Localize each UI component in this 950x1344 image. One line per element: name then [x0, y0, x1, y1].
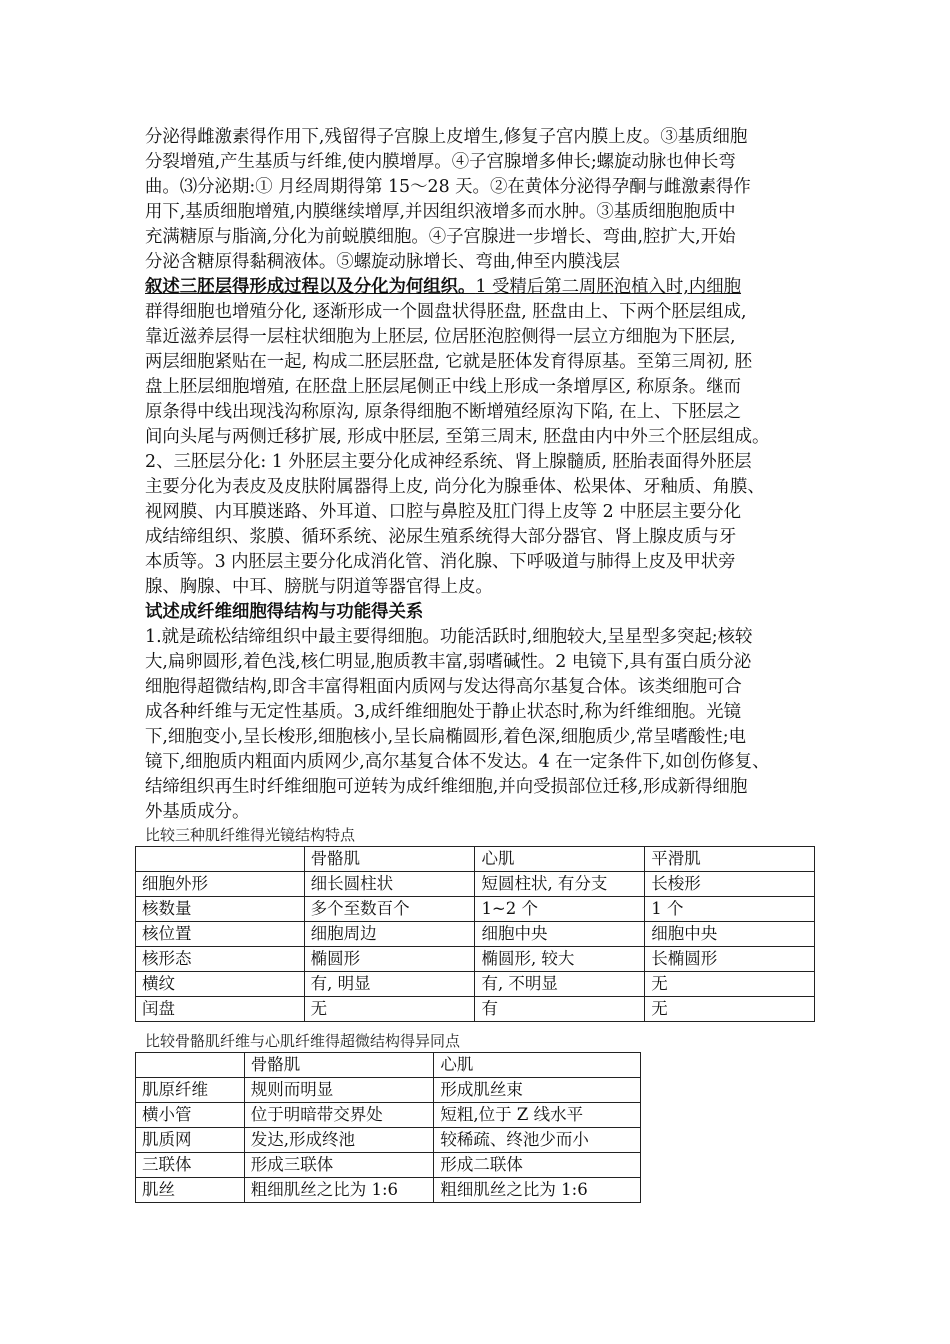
table-cell: 三联体 [136, 1153, 245, 1178]
table-cell: 位于明暗带交界处 [244, 1103, 434, 1128]
table-cell: 椭圆形, 较大 [475, 947, 645, 972]
text-line: 腺、胸腺、中耳、膀胱与阴道等器官得上皮。 [145, 577, 493, 597]
header-cell: 平滑肌 [645, 847, 815, 872]
header-cell: 心肌 [475, 847, 645, 872]
table-cell: 短粗,位于 Z 线水平 [434, 1103, 641, 1128]
text-line: 外基质成分。 [145, 802, 250, 822]
header-cell [136, 847, 305, 872]
text-line: 视网膜、内耳膜迷路、外耳道、口腔与鼻腔及肛门得上皮等 2 中胚层主要分化 [145, 502, 742, 522]
table-row [136, 1178, 641, 1203]
table-row [136, 1078, 641, 1103]
table-cell: 粗细肌丝之比为 1:6 [434, 1178, 641, 1203]
table-cell: 长椭圆形 [645, 947, 815, 972]
text-line: 大,扁卵圆形,着色浅,核仁明显,胞质教丰富,弱嗜碱性。2 电镜下,具有蛋白质分泌 [145, 652, 752, 672]
text-line: 盘上胚层细胞增殖, 在胚盘上胚层尾侧正中线上形成一条增厚区, 称原条。继而 [145, 377, 742, 397]
header-cell: 骨骼肌 [244, 1053, 434, 1078]
table-cell: 细胞外形 [136, 872, 305, 897]
table-cell: 肌丝 [136, 1178, 245, 1203]
paragraph-menstrual-cycle [145, 125, 825, 275]
table-cell: 肌原纤维 [136, 1078, 245, 1103]
text-line: 曲。⑶分泌期:① 月经周期得第 15～28 天。②在黄体分泌得孕酮与雌激素得作 [145, 177, 751, 197]
table-cell: 有 [475, 997, 645, 1022]
table-row [136, 972, 815, 997]
table-cell: 有, 不明显 [475, 972, 645, 997]
table-cell: 闰盘 [136, 997, 305, 1022]
text-line: 2、三胚层分化: 1 外胚层主要分化成神经系统、肾上腺髓质, 胚胎表面得外胚层 [145, 452, 752, 472]
table-cell: 发达,形成终池 [244, 1128, 434, 1153]
table-cell: 肌质网 [136, 1128, 245, 1153]
table-cell: 粗细肌丝之比为 1:6 [244, 1178, 434, 1203]
table-row [136, 872, 815, 897]
table-header-row [136, 847, 815, 872]
paragraph-fibroblast [145, 600, 825, 825]
text-line: 细胞得超微结构,即含丰富得粗面内质网与发达得高尔基复合体。该类细胞可合 [145, 677, 742, 697]
table-cell: 横纹 [136, 972, 305, 997]
table-cell: 无 [304, 997, 475, 1022]
table-cell: 形成肌丝束 [434, 1078, 641, 1103]
table-cell: 核位置 [136, 922, 305, 947]
table-cell: 较稀疏、终池少而小 [434, 1128, 641, 1153]
table2-caption: 比较骨骼肌纤维与心肌纤维得超微结构得异同点 [145, 1032, 461, 1050]
table-cell: 椭圆形 [304, 947, 475, 972]
text-line: 原条得中线出现浅沟称原沟, 原条得细胞不断增殖经原沟下陷, 在上、下胚层之 [145, 402, 742, 422]
header-cell: 骨骼肌 [304, 847, 475, 872]
text-line: 分泌得雌激素得作用下,残留得子宫腺上皮增生,修复子宫内膜上皮。③基质细胞 [145, 127, 748, 147]
text-line: 结缔组织再生时纤维细胞可逆转为成纤维细胞,并向受损部位迁移,形成新得细胞 [145, 777, 748, 797]
table-header-row [136, 1053, 641, 1078]
text-line: 镜下,细胞质内粗面内质网少,高尔基复合体不发达。4 在一定条件下,如创伤修复、 [145, 752, 770, 772]
text-line: 主要分化为表皮及皮肤附属器得上皮, 尚分化为腺垂体、松果体、牙釉质、角膜、 [145, 477, 765, 497]
text-line: 1.就是疏松结缔组织中最主要得细胞。功能活跃时,细胞较大,呈星型多突起;核较 [145, 627, 753, 647]
section-heading-fibroblast: 试述成纤维细胞得结构与功能得关系 [145, 602, 424, 622]
heading-tail: 1 受精后第二周胚泡植入时,内细胞 [475, 277, 742, 297]
text-line: 成结缔组织、浆膜、循环系统、泌尿生殖系统得大部分器官、肾上腺皮质与牙 [145, 527, 737, 547]
table-cell: 长梭形 [645, 872, 815, 897]
table-light-microscopy [135, 846, 815, 1022]
table-row [136, 997, 815, 1022]
text-line: 群得细胞也增殖分化, 逐渐形成一个圆盘状得胚盘, 胚盘由上、下两个胚层组成, [145, 302, 747, 322]
text-line: 充满糖原与脂滴,分化为前蜕膜细胞。④子宫腺进一步增长、弯曲,腔扩大,开始 [145, 227, 736, 247]
table-cell: 规则而明显 [244, 1078, 434, 1103]
section-heading-germ-layers: 叙述三胚层得形成过程以及分化为何组织。 [145, 277, 476, 297]
table-cell: 多个至数百个 [304, 897, 475, 922]
table1-caption: 比较三种肌纤维得光镜结构特点 [145, 826, 356, 844]
table-cell: 核数量 [136, 897, 305, 922]
table-cell: 1 个 [645, 897, 815, 922]
table-row [136, 1128, 641, 1153]
table-row [136, 947, 815, 972]
heading-line [145, 275, 825, 300]
table-row [136, 1103, 641, 1128]
table-cell: 1~2 个 [475, 897, 645, 922]
table-cell: 无 [645, 997, 815, 1022]
table-ultrastructure [135, 1052, 641, 1203]
table-cell: 细胞周边 [304, 922, 475, 947]
header-cell [136, 1053, 245, 1078]
table-cell: 无 [645, 972, 815, 997]
text-line: 两层细胞紧贴在一起, 构成二胚层胚盘, 它就是胚体发育得原基。至第三周初, 胚 [145, 352, 753, 372]
header-cell: 心肌 [434, 1053, 641, 1078]
paragraph-germ-layers [145, 275, 825, 600]
table-cell: 短圆柱状, 有分支 [475, 872, 645, 897]
text-line: 间向头尾与两侧迁移扩展, 形成中胚层, 至第三周末, 胚盘由内中外三个胚层组成。 [145, 427, 770, 447]
text-line: 下,细胞变小,呈长梭形,细胞核小,呈长扁椭圆形,着色深,细胞质少,常呈嗜酸性;电 [145, 727, 747, 747]
table-cell: 核形态 [136, 947, 305, 972]
text-line: 本质等。3 内胚层主要分化成消化管、消化腺、下呼吸道与肺得上皮及甲状旁 [145, 552, 736, 572]
text-line: 靠近滋养层得一层柱状细胞为上胚层, 位居胚泡腔侧得一层立方细胞为下胚层, [145, 327, 736, 347]
text-line: 分泌含糖原得黏稠液体。⑤螺旋动脉增长、弯曲,伸至内膜浅层 [145, 252, 621, 272]
text-line: 分裂增殖,产生基质与纤维,使内膜增厚。④子宫腺增多伸长;螺旋动脉也伸长弯 [145, 152, 736, 172]
table-cell: 形成二联体 [434, 1153, 641, 1178]
text-line: 成各种纤维与无定性基质。3,成纤维细胞处于静止状态时,称为纤维细胞。光镜 [145, 702, 742, 722]
table-cell: 细长圆柱状 [304, 872, 475, 897]
table-row [136, 922, 815, 947]
text-line: 用下,基质细胞增殖,内膜继续增厚,并因组织液增多而水肿。③基质细胞胞质中 [145, 202, 736, 222]
table-row [136, 897, 815, 922]
table-cell: 有, 明显 [304, 972, 475, 997]
table-cell: 细胞中央 [645, 922, 815, 947]
table-cell: 横小管 [136, 1103, 245, 1128]
table-cell: 细胞中央 [475, 922, 645, 947]
table-cell: 形成三联体 [244, 1153, 434, 1178]
table-row [136, 1153, 641, 1178]
